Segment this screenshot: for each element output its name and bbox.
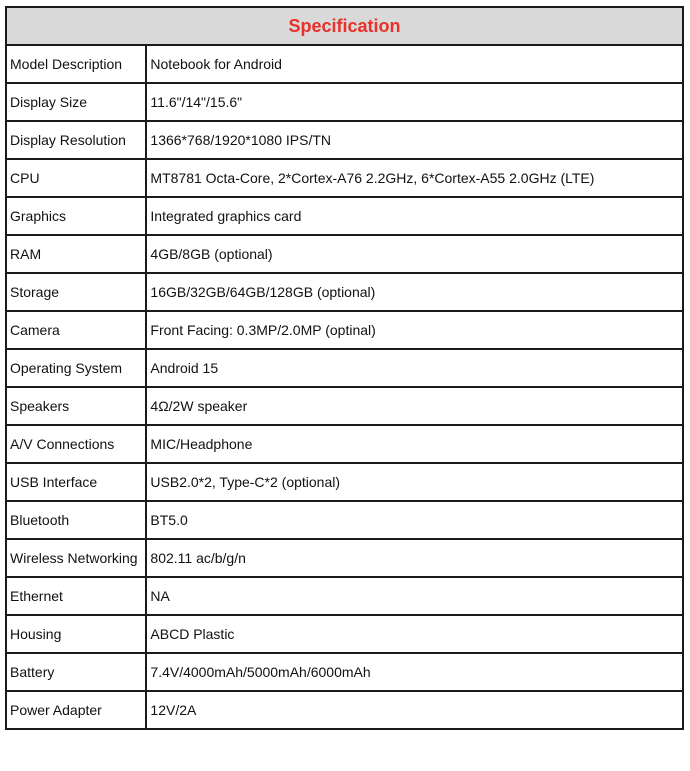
table-row [6, 45, 683, 83]
table-row [6, 121, 683, 159]
table-row [6, 577, 683, 615]
table-row [6, 387, 683, 425]
spec-label: Storage [6, 273, 146, 311]
table-row [6, 235, 683, 273]
spec-label: Bluetooth [6, 501, 146, 539]
table-row [6, 653, 683, 691]
spec-label: Camera [6, 311, 146, 349]
spec-value: Android 15 [146, 349, 683, 387]
spec-label: Operating System [6, 349, 146, 387]
spec-value: 16GB/32GB/64GB/128GB (optional) [146, 273, 683, 311]
table-row [6, 691, 683, 729]
spec-value: BT5.0 [146, 501, 683, 539]
table-row [6, 159, 683, 197]
table-title: Specification [288, 15, 401, 36]
table-row [6, 273, 683, 311]
spec-value: MT8781 Octa-Core, 2*Cortex-A76 2.2GHz, 6*Cortex-A55 2.0GHz (LTE) [146, 159, 683, 197]
spec-value: 7.4V/4000mAh/5000mAh/6000mAh [146, 653, 683, 691]
table-row [6, 197, 683, 235]
table-body [6, 45, 683, 729]
spec-value: 1366*768/1920*1080 IPS/TN [146, 121, 683, 159]
table-row [6, 501, 683, 539]
spec-value: 4Ω/2W speaker [146, 387, 683, 425]
spec-label: Display Size [6, 83, 146, 121]
spec-label: Speakers [6, 387, 146, 425]
spec-label: RAM [6, 235, 146, 273]
spec-label: USB Interface [6, 463, 146, 501]
table-row [6, 425, 683, 463]
spec-label: Power Adapter [6, 691, 146, 729]
table-header-row [6, 7, 683, 45]
spec-label: Ethernet [6, 577, 146, 615]
spec-value: 4GB/8GB (optional) [146, 235, 683, 273]
table-title-cell [6, 7, 683, 45]
spec-value: Integrated graphics card [146, 197, 683, 235]
spec-value: ABCD Plastic [146, 615, 683, 653]
spec-label: A/V Connections [6, 425, 146, 463]
table-row [6, 539, 683, 577]
spec-label: CPU [6, 159, 146, 197]
table-row [6, 311, 683, 349]
specification-table [5, 6, 684, 730]
table-row [6, 349, 683, 387]
spec-value: MIC/Headphone [146, 425, 683, 463]
spec-value: Front Facing: 0.3MP/2.0MP (optinal) [146, 311, 683, 349]
spec-value: USB2.0*2, Type-C*2 (optional) [146, 463, 683, 501]
spec-value: NA [146, 577, 683, 615]
spec-value: 11.6"/14"/15.6" [146, 83, 683, 121]
spec-value: 802.11 ac/b/g/n [146, 539, 683, 577]
spec-label: Wireless Networking [6, 539, 146, 577]
spec-label: Graphics [6, 197, 146, 235]
spec-label: Model Description [6, 45, 146, 83]
table-row [6, 615, 683, 653]
table-row [6, 83, 683, 121]
spec-value: Notebook for Android [146, 45, 683, 83]
spec-label: Battery [6, 653, 146, 691]
spec-value: 12V/2A [146, 691, 683, 729]
spec-label: Display Resolution [6, 121, 146, 159]
table-row [6, 463, 683, 501]
spec-label: Housing [6, 615, 146, 653]
